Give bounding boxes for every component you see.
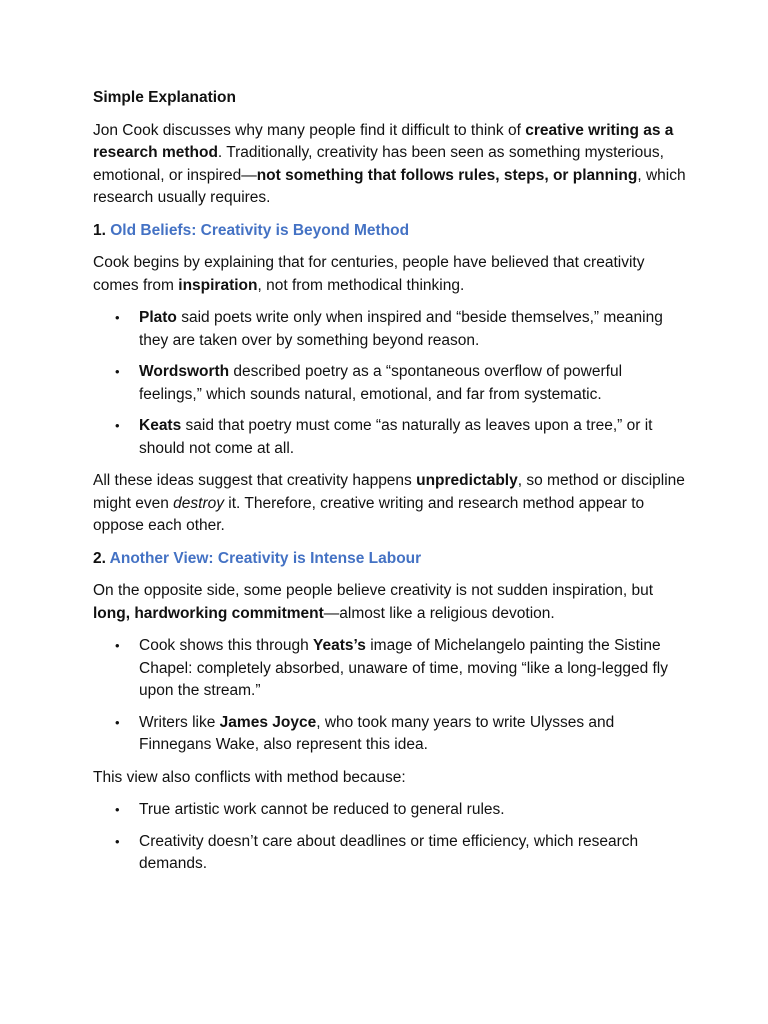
section-2-intro-text-1: On the opposite side, some people believe creativity is not sudden inspiration, but	[93, 582, 654, 599]
bullet-glyph: •	[115, 418, 120, 433]
bullet-glyph: •	[115, 364, 120, 379]
section-2-conflict-list	[93, 799, 688, 876]
list-item	[93, 831, 688, 876]
intro-paragraph	[93, 120, 688, 210]
section-1-heading	[93, 220, 688, 243]
section-2-heading-text: Another View: Creativity is Intense Labour	[109, 549, 422, 567]
intro-text-2: . Traditionally, creativity has been seen as something mysterious, emotional, or inspired—	[93, 144, 664, 184]
intro-text-1: Jon Cook discusses why many people find it difficult to think of	[93, 121, 526, 139]
bullet-glyph: •	[115, 833, 120, 849]
bullet-glyph: •	[115, 714, 120, 730]
section-2-intro-bold: long, hardworking commitment	[93, 604, 324, 622]
bullet-glyph: •	[115, 638, 120, 653]
section-1-bullet-list	[93, 307, 688, 460]
section-1-intro-text-2: , not from methodical thinking.	[257, 276, 465, 294]
list-item-bold: Wordsworth	[139, 363, 230, 380]
section-1-intro-text-1: Cook begins by explaining that for centuries, people have believed that creativity comes from	[93, 254, 645, 294]
list-item-text: said poets write only when inspired and “beside themselves,” meaning they are taken over by something beyond reason.	[139, 309, 663, 349]
list-item-text-2: image of Michelangelo painting the Sistine Chapel: completely absorbed, unaware of time, moving “like a long-legged fly upon the stream.”	[139, 637, 669, 699]
section-1-closing-italic: destroy	[173, 494, 224, 512]
list-item	[93, 712, 688, 757]
intro-text-3: , which research usually requires.	[93, 166, 686, 206]
document-title: Simple Explanation	[93, 89, 236, 106]
list-item-bold: James Joyce	[219, 713, 317, 731]
section-1-closing-text-1: All these ideas suggest that creativity happens	[93, 472, 417, 489]
section-2-number: 2.	[93, 549, 106, 567]
section-2-heading	[93, 548, 688, 571]
list-item-text: True artistic work cannot be reduced to general rules.	[139, 801, 505, 818]
section-1-closing-text-3: it. Therefore, creative writing and research method appear to oppose each other.	[93, 494, 645, 534]
list-item-text: said that poetry must come “as naturally as leaves upon a tree,” or it should not come at all.	[139, 417, 653, 457]
section-2-bullet-list	[93, 635, 688, 757]
intro-bold-2: not something that follows rules, steps, or planning	[256, 166, 638, 184]
section-1-intro	[93, 252, 688, 297]
list-item-text-1: Writers like	[139, 713, 220, 731]
section-1-heading-text: Old Beliefs: Creativity is Beyond Method	[110, 221, 410, 239]
section-1-closing-text-2: , so method or discipline might even	[93, 472, 685, 512]
list-item	[93, 307, 688, 352]
list-item-bold: Keats	[139, 417, 182, 434]
section-1-intro-bold: inspiration	[178, 276, 258, 294]
list-item-text: Creativity doesn’t care about deadlines or time efficiency, which research demands.	[139, 832, 639, 872]
list-item	[93, 799, 688, 822]
section-1-closing	[93, 470, 688, 538]
bullet-glyph: •	[115, 802, 120, 817]
list-item-bold: Plato	[139, 309, 177, 326]
list-item	[93, 361, 688, 406]
bullet-glyph: •	[115, 310, 120, 325]
list-item-text-2: , who took many years to write Ulysses and Finnegans Wake, also represent this idea.	[139, 713, 615, 753]
intro-bold-1: creative writing as a research method	[93, 121, 674, 161]
section-2-conflict-intro: This view also conflicts with method because:	[93, 768, 406, 786]
section-1-number: 1.	[93, 221, 106, 239]
list-item	[93, 635, 688, 703]
list-item-text-1: Cook shows this through	[139, 637, 314, 654]
list-item-bold: Yeats’s	[313, 637, 366, 654]
section-2-intro	[93, 580, 688, 625]
section-2-intro-text-2: —almost like a religious devotion.	[323, 604, 555, 622]
list-item-text: described poetry as a “spontaneous overflow of powerful feelings,” which sounds natural, emotional, and far from systematic.	[139, 363, 623, 403]
list-item	[93, 415, 688, 460]
section-1-closing-bold: unpredictably	[416, 472, 518, 489]
